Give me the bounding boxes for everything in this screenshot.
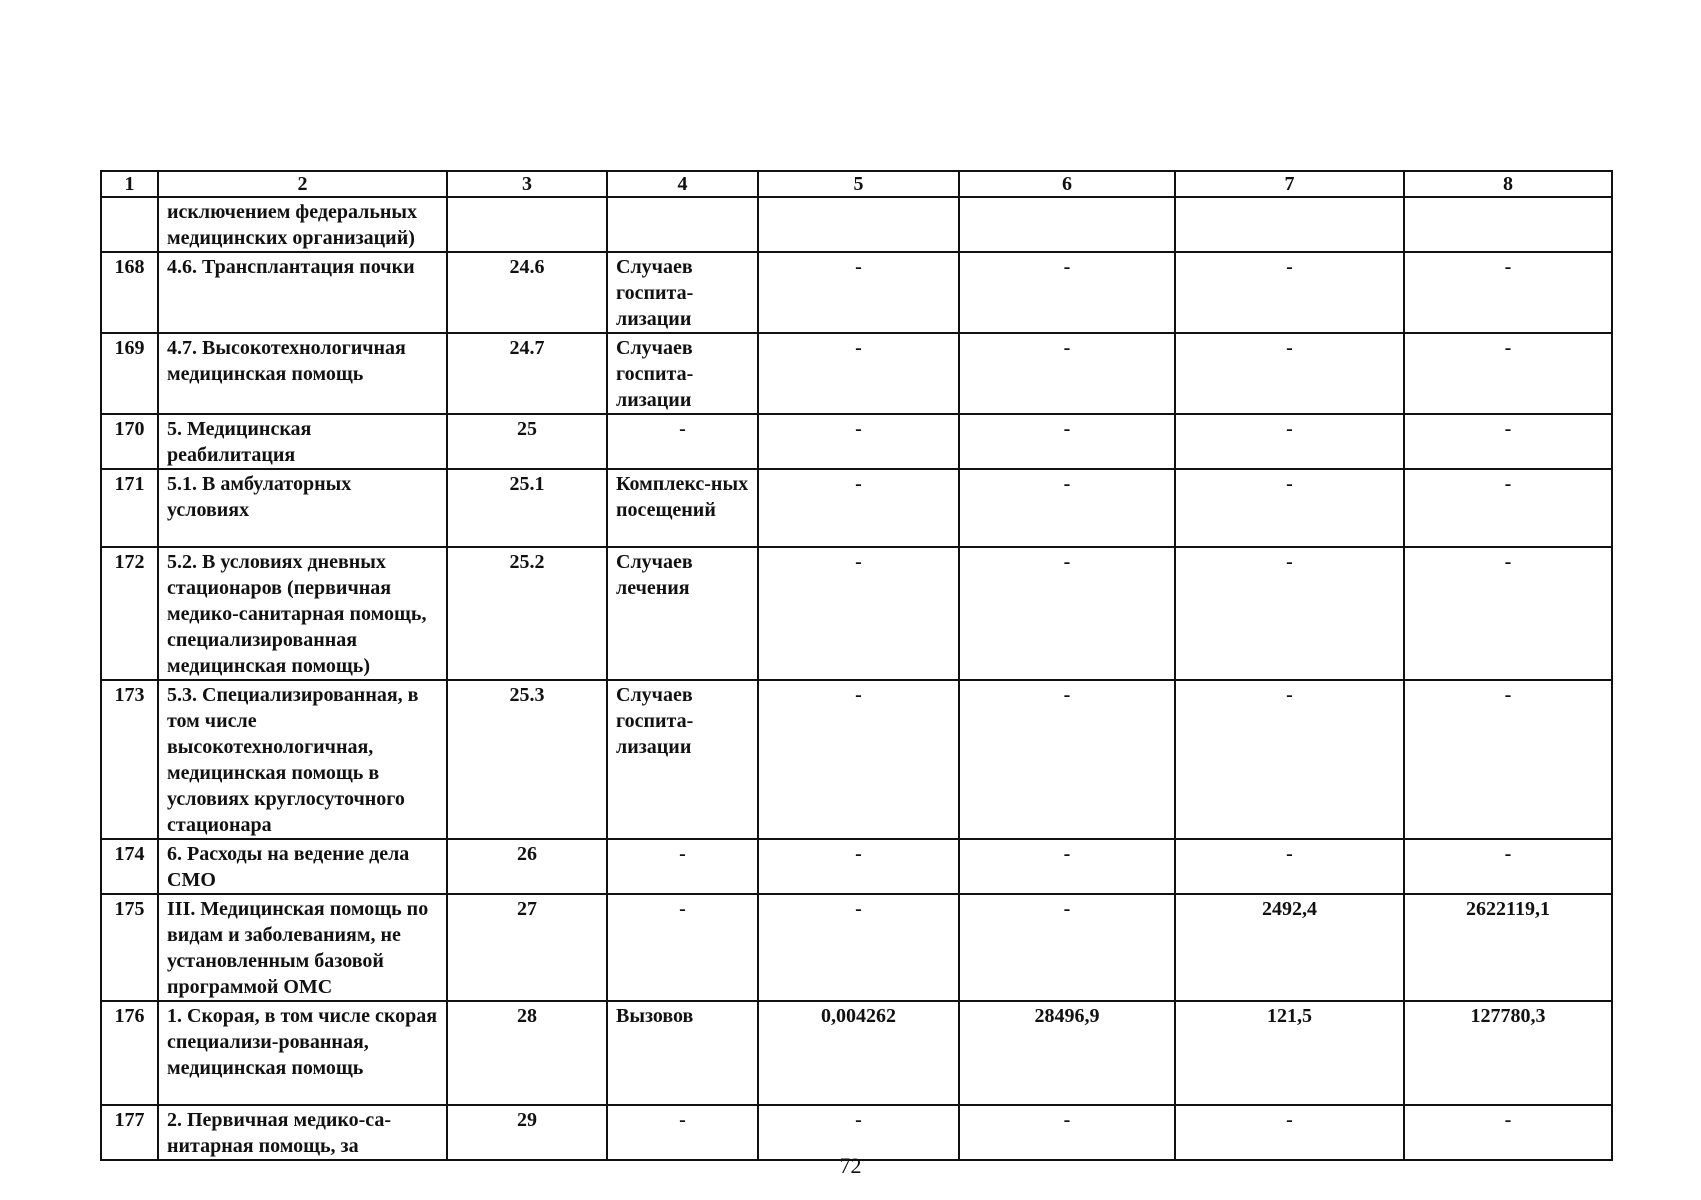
row-number-cell: 174 [101,839,158,894]
table-row [101,839,1612,894]
row-number-cell: 170 [101,414,158,469]
data-table [100,170,1613,1161]
row-number-cell: 175 [101,894,158,1001]
row-number-cell: 169 [101,333,158,414]
row-code-cell: 27 [447,894,607,1001]
column-number-header: 2 [158,171,447,197]
table-row [101,333,1612,414]
row-value-cell: - [1175,680,1404,839]
row-code-cell: 25.1 [447,469,607,547]
column-number-header: 6 [959,171,1175,197]
column-number-header: 8 [1404,171,1612,197]
row-name-cell: 6. Расходы на ведение дела СМО [158,839,447,894]
row-name-cell: 2. Первичная медико-са-нитарная помощь, за [158,1105,447,1160]
row-value-cell: - [1404,1105,1612,1160]
row-value-cell: - [1175,547,1404,680]
row-value-cell: - [1404,680,1612,839]
row-unit-cell: Случаев госпита-лизации [607,333,758,414]
row-unit-cell: Случаев лечения [607,547,758,680]
row-unit-cell: Случаев госпита-лизации [607,252,758,333]
row-value-cell: - [959,469,1175,547]
table-row [101,1105,1612,1160]
row-value-cell: - [1175,252,1404,333]
row-value-cell: - [758,333,959,414]
row-value-cell: - [1404,333,1612,414]
page-number: 72 [839,1153,862,1178]
row-unit-cell: Вызовов [607,1001,758,1105]
column-number-header: 4 [607,171,758,197]
row-value-cell: - [959,1105,1175,1160]
column-number-header: 5 [758,171,959,197]
row-code-cell: 25.2 [447,547,607,680]
row-unit-cell: - [607,894,758,1001]
row-value-cell [758,197,959,252]
row-code-cell: 28 [447,1001,607,1105]
row-value-cell: - [1175,469,1404,547]
row-value-cell: - [758,547,959,680]
table-row [101,197,1612,252]
row-value-cell: 0,004262 [758,1001,959,1105]
row-code-cell: 29 [447,1105,607,1160]
row-number-cell: 168 [101,252,158,333]
row-code-cell: 25.3 [447,680,607,839]
row-name-cell: 5.1. В амбулаторных условиях [158,469,447,547]
row-value-cell: 121,5 [1175,1001,1404,1105]
row-name-cell: 4.7. Высокотехнологичная медицинская помощь [158,333,447,414]
row-unit-cell: - [607,414,758,469]
table-row [101,1001,1612,1105]
row-value-cell [1404,197,1612,252]
row-name-cell: 5. Медицинская реабилитация [158,414,447,469]
row-value-cell: - [1175,333,1404,414]
row-number-cell: 173 [101,680,158,839]
row-value-cell: - [1404,414,1612,469]
row-name-cell: 1. Скорая, в том числе скорая специализи-рованная, медицинская помощь [158,1001,447,1105]
row-name-cell: 5.2. В условиях дневных стационаров (первичная медико-санитарная помощь, специализированная медицинская помощь) [158,547,447,680]
row-unit-cell: Комплекс-ных посещений [607,469,758,547]
row-value-cell: - [758,1105,959,1160]
row-value-cell: - [758,469,959,547]
table-row [101,680,1612,839]
row-value-cell: - [959,894,1175,1001]
row-value-cell: - [758,894,959,1001]
row-value-cell: - [1404,469,1612,547]
table-row [101,252,1612,333]
document-page [100,170,1611,1161]
row-name-cell: 4.6. Трансплантация почки [158,252,447,333]
table-header-row [101,171,1612,197]
row-value-cell: - [758,680,959,839]
row-code-cell: 25 [447,414,607,469]
row-code-cell: 24.7 [447,333,607,414]
row-value-cell [1175,197,1404,252]
row-value-cell: - [758,839,959,894]
row-value-cell: 28496,9 [959,1001,1175,1105]
table-row [101,469,1612,547]
row-value-cell: - [1175,414,1404,469]
row-unit-cell: Случаев госпита-лизации [607,680,758,839]
row-value-cell: - [959,547,1175,680]
table-row [101,414,1612,469]
row-value-cell: - [959,252,1175,333]
column-number-header: 3 [447,171,607,197]
row-value-cell: - [959,333,1175,414]
row-number-cell: 176 [101,1001,158,1105]
row-number-cell: 171 [101,469,158,547]
row-code-cell: 24.6 [447,252,607,333]
row-value-cell: 2622119,1 [1404,894,1612,1001]
row-unit-cell: - [607,1105,758,1160]
row-code-cell: 26 [447,839,607,894]
row-value-cell: - [959,680,1175,839]
row-value-cell: - [1175,1105,1404,1160]
row-name-cell: 5.3. Специализированная, в том числе высокотехнологичная, медицинская помощь в условиях круглосуточного стационара [158,680,447,839]
column-number-header: 1 [101,171,158,197]
row-number-cell [101,197,158,252]
row-value-cell: - [1404,839,1612,894]
row-number-cell: 172 [101,547,158,680]
row-value-cell [959,197,1175,252]
table-row [101,547,1612,680]
row-number-cell: 177 [101,1105,158,1160]
row-value-cell: - [1404,547,1612,680]
row-value-cell: - [1175,839,1404,894]
row-value-cell: - [959,839,1175,894]
row-unit-cell [607,197,758,252]
column-number-header: 7 [1175,171,1404,197]
row-value-cell: 127780,3 [1404,1001,1612,1105]
table-row [101,894,1612,1001]
row-value-cell: - [758,252,959,333]
row-name-cell: исключением федеральных медицинских организаций) [158,197,447,252]
row-value-cell: 2492,4 [1175,894,1404,1001]
row-unit-cell: - [607,839,758,894]
row-value-cell: - [959,414,1175,469]
row-value-cell: - [758,414,959,469]
row-code-cell [447,197,607,252]
row-name-cell: III. Медицинская помощь по видам и заболеваниям, не установленным базовой программой ОМС [158,894,447,1001]
row-value-cell: - [1404,252,1612,333]
